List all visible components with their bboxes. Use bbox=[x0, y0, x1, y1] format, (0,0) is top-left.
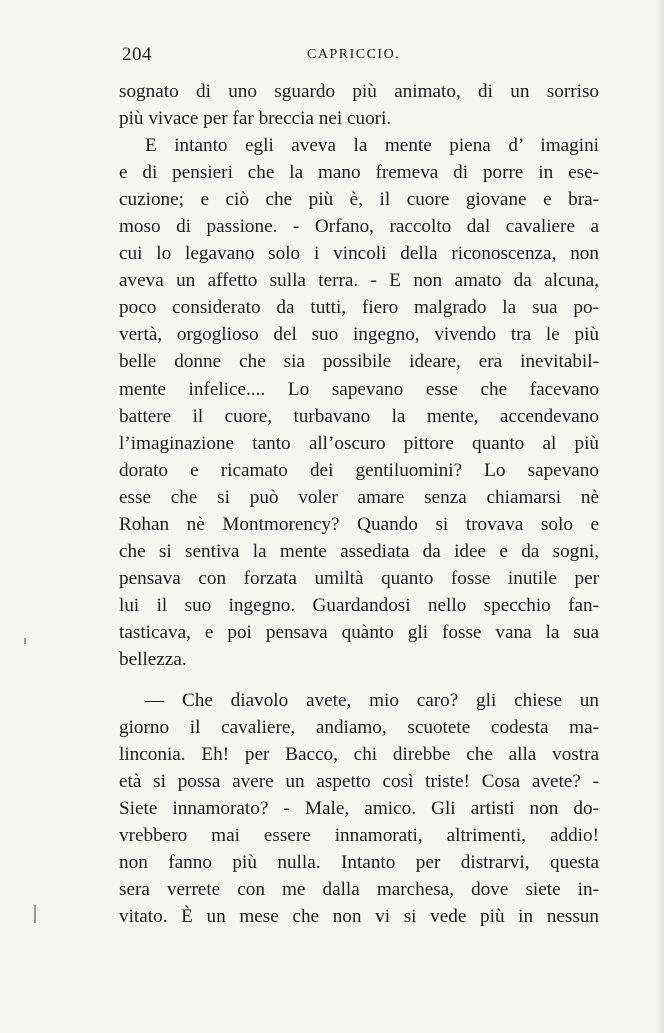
text-line: mente infelice.... Lo sapevano esse che facevano bbox=[119, 378, 599, 400]
paragraph-gap bbox=[119, 673, 599, 687]
text-line: l’imaginazione tanto all’oscuro pittore quanto al più bbox=[119, 432, 599, 454]
text-line: sera verrete con me dalla marchesa, dove siete in- bbox=[119, 879, 599, 901]
text-line: E intanto egli aveva la mente piena d’ imagini bbox=[145, 135, 599, 157]
text-line: battere il cuore, turbavano la mente, accendevano bbox=[119, 405, 599, 427]
text-line: cuzione; e ciò che più è, il cuore giovane e bra- bbox=[119, 189, 599, 211]
text-line: dorato e ricamato dei gentiluomini? Lo sapevano bbox=[119, 459, 599, 481]
text-line: non fanno più nulla. Intanto per distrarvi, questa bbox=[119, 852, 599, 874]
margin-speck bbox=[34, 905, 36, 923]
text-line: poco considerato da tutti, fiero malgrado la sua po- bbox=[119, 297, 599, 319]
text-line: più vivace per far breccia nei cuori. bbox=[119, 108, 392, 130]
text-line: Siete innamorato? - Male, amico. Gli artisti non do- bbox=[119, 798, 599, 820]
page-number: 204 bbox=[122, 44, 152, 65]
text-line: che si sentiva la mente assediata da idee e da sogni, bbox=[119, 540, 599, 562]
running-title: CAPRICCIO. bbox=[307, 47, 401, 62]
margin-speck bbox=[24, 638, 26, 644]
text-line: età si possa avere un aspetto così triste! Cosa avete? - bbox=[119, 771, 599, 793]
text-line: bellezza. bbox=[119, 648, 187, 670]
body-text bbox=[119, 78, 599, 930]
page-edge-shadow bbox=[656, 0, 664, 1033]
text-line: linconia. Eh! per Bacco, chi direbbe che alla vostra bbox=[119, 744, 599, 766]
text-line: cui lo legavano solo i vincoli della riconoscenza, non bbox=[119, 243, 599, 265]
page-header bbox=[122, 44, 597, 72]
text-line: moso di passione. - Orfano, raccolto dal cavaliere a bbox=[119, 216, 599, 238]
text-line: belle donne che sia possibile ideare, era inevitabil- bbox=[119, 351, 599, 373]
text-line: vitato. È un mese che non vi si vede più in nessun bbox=[119, 906, 599, 928]
text-line: — Che diavolo avete, mio caro? gli chiese un bbox=[145, 690, 599, 712]
text-line: aveva un affetto sulla terra. - E non amato da alcuna, bbox=[119, 270, 599, 292]
text-line: vrebbero mai essere innamorati, altrimenti, addio! bbox=[119, 825, 599, 847]
text-line: tasticava, e poi pensava quànto gli fosse vana la sua bbox=[119, 621, 599, 643]
text-line: giorno il cavaliere, andiamo, scuotete codesta ma- bbox=[119, 717, 599, 739]
text-line: Rohan nè Montmorency? Quando si trovava solo e bbox=[119, 513, 599, 535]
text-line: pensava con forzata umiltà quanto fosse inutile per bbox=[119, 567, 599, 589]
text-line: sognato di uno sguardo più animato, di un sorriso bbox=[119, 81, 599, 102]
text-line: vertà, orgoglioso del suo ingegno, vivendo tra le più bbox=[119, 324, 599, 346]
text-line: e di pensieri che la mano fremeva di porre in ese- bbox=[119, 162, 599, 184]
text-line: lui il suo ingegno. Guardandosi nello specchio fan- bbox=[119, 594, 599, 616]
text-line: esse che si può voler amare senza chiamarsi nè bbox=[119, 486, 599, 508]
